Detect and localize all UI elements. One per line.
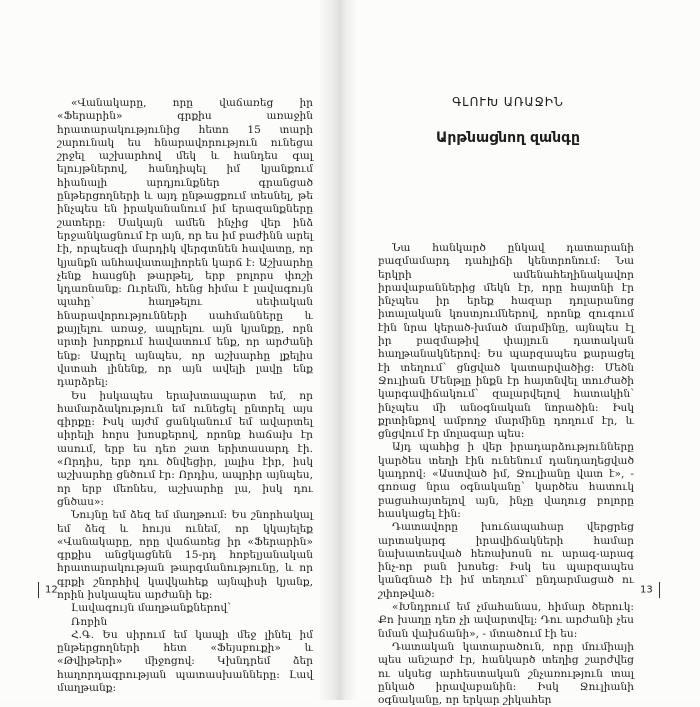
folio-bar bbox=[659, 582, 660, 598]
paragraph: Դատավորը խուճապահար վերցրեց արտակարգ իրավիճակների համար նախատեսված հեռախոսն ու արագ-արագ ինչ-որ բան խոսեց: Իսկ ես պարզապես կանգնած էի իմ տեղում՝ ընդարմացած ու շփոթված: bbox=[378, 521, 634, 600]
page-number-right: 13 bbox=[640, 582, 660, 598]
left-page bbox=[0, 0, 336, 700]
paragraph: Դատական կատարածուն, որը մումիայի պես անշարժ էր, հանկարծ տեղից շարժվեց ու սկսեց արհեստական շնչառություն տալ ընկած իրավաբանին: Իսկ Ջուլիանի օգնականը, որ երկար շիկահեր bbox=[378, 640, 634, 707]
folio-bar bbox=[38, 582, 39, 598]
paragraph: Այդ պահից ի վեր իրադարձությունները կարծես տեղի էին ունենում դանդաղեցված կադրով: «Աստված իմ, Ջուլիանը վատ է», - գոռաց նրա օգնականը՝ կարծես հատուկ բացահայտելով այն, ինչը վաղուց բոլորը հասկացել էին: bbox=[378, 441, 634, 520]
paragraph: «Խնդրում եմ չմահանաս, հիմար ծերուկ: Քո խաղը դեռ չի ավարտվել: Դու արժանի չես նման վախճանի», - մտածում էի ես: bbox=[378, 601, 634, 640]
right-page-text bbox=[378, 242, 634, 707]
left-page-text bbox=[57, 97, 313, 695]
signature: Ռոբին bbox=[71, 615, 108, 628]
postscript: Հ.Գ. Ես սիրում եմ կապի մեջ լինել իմ ընթերցողների հետ «Ֆեյսբուքի» և «Թվիթերի» միջոցով: Կխնդրեմ ձեր հաղորդագրության պատասխանները: Լավ մաղթանք: bbox=[57, 628, 313, 695]
paragraph: «Վանակարը, որը վաճառեց իր «Ֆերարին» գրքիս առաջին հրատարակությունից հետո 15 տարի շարունակ ես հնարավորություն ունեցա շրջել աշխարհով մեկ և հանդես գալ ելույթներով, հանդիպել իմ կյանքում հիանալի արդյունքներ գրանցած ընթերցողների և այդ ընթացքում տեսնել, թե ինչպես են իրականանում իմ երազանքները շատերը: Սակայն ամեն ինչից վեր ինձ երջանկացնում էր այն, որ ես իմ բաժինն արել էի, որպեսզի մարդիկ վերգտնեն հավատը, որ կյանքն անհավատալիորեն կարճ է: Աշխարհը չենք հասցնի թարթել, երբ բոլորս փոշի կդառնանք: Ուրեմն, հենց հիմա է լավագույն պահը՝ հաղթելու սեփական հնարավորությունների սահմանները և քայլելու առաջ, ապրելու այն կյանքը, որն սրտի խորքում հավատում ենք, որ արժանի ենք: Ապրել այնպես, որ աշխարհը լքելիս վստահ լինենք, որ այն ավելի լավը ենք դարձրել: bbox=[57, 97, 313, 389]
paragraph: Նա հանկարծ ընկավ դատարանի բազմամարդ դահլիճի կենտրոնում: Նա երկրի ամենահեղինակավոր իրավաբաններից մեկն էր, որը հայտնի էր ինչպես իր երեք հազար դոլարանոց իտալական կոստյումներով, որոնք զուգում էին նրա կերած-խմած մարմինը, այնպես էլ իր բազմաթիվ փայլուն դատական հաղթանակներով: Ես պարզապես քարացել էի տեղում՝ ցնցված կատարվածից: Մեծն Ջուլիան Մենթլը ինքն էր հայտնվել տուժածի կարգավիճակում՝ զալարվելով հատակին՝ ինչպես մի անօգնական նորածին: Իսկ քրտինքով ամբողջ մարմինը դողում էր, և ցնցվում էր մոլագար պես: bbox=[378, 242, 634, 441]
book-gutter bbox=[318, 0, 358, 700]
closing-line: Լավագույն մաղթանքներով՝ bbox=[71, 602, 231, 615]
chapter-title: Արթնացնող զանգը bbox=[436, 130, 580, 146]
chapter-label: ԳԼՈՒԽ ԱՌԱՋԻՆ bbox=[452, 95, 564, 109]
page-number-left: 12 bbox=[38, 582, 58, 598]
paragraph: Ես իսկապես երախտապարտ եմ, որ համարձակություն եմ ունեցել ընտրել այս գիրքը: Իսկ այժմ ցանկանում եմ ավարտել սիրելի հորս խոսքերով, որոնք հաճախ էր ասում, երբ ես դեռ շատ երիտասարդ էի. «Որդիս, երբ դու ծնվեցիր, լալիս էիր, իսկ աշխարհը ցնծում էր: Որդիս, ապրիր այնպես, որ երբ մեռնես, աշխարհը լա, իսկ դու ցնծաս»: bbox=[57, 389, 313, 508]
paragraph: Նույնը եմ ձեզ եմ մաղթում: Ես շնորհակալ եմ ձեզ և հույս ունեմ, որ կկայելեք «Վանակարը, որը վաճառեց իր «Ֆերարին» գրքիս անցկացնեն 15-րդ հոբելյանական հրատարակության թարգմանությունը, և որ գրքի շնորհիվ կավկահեք այնպիսի կյանք, որին իսկապես արժանի եք: bbox=[57, 509, 313, 601]
